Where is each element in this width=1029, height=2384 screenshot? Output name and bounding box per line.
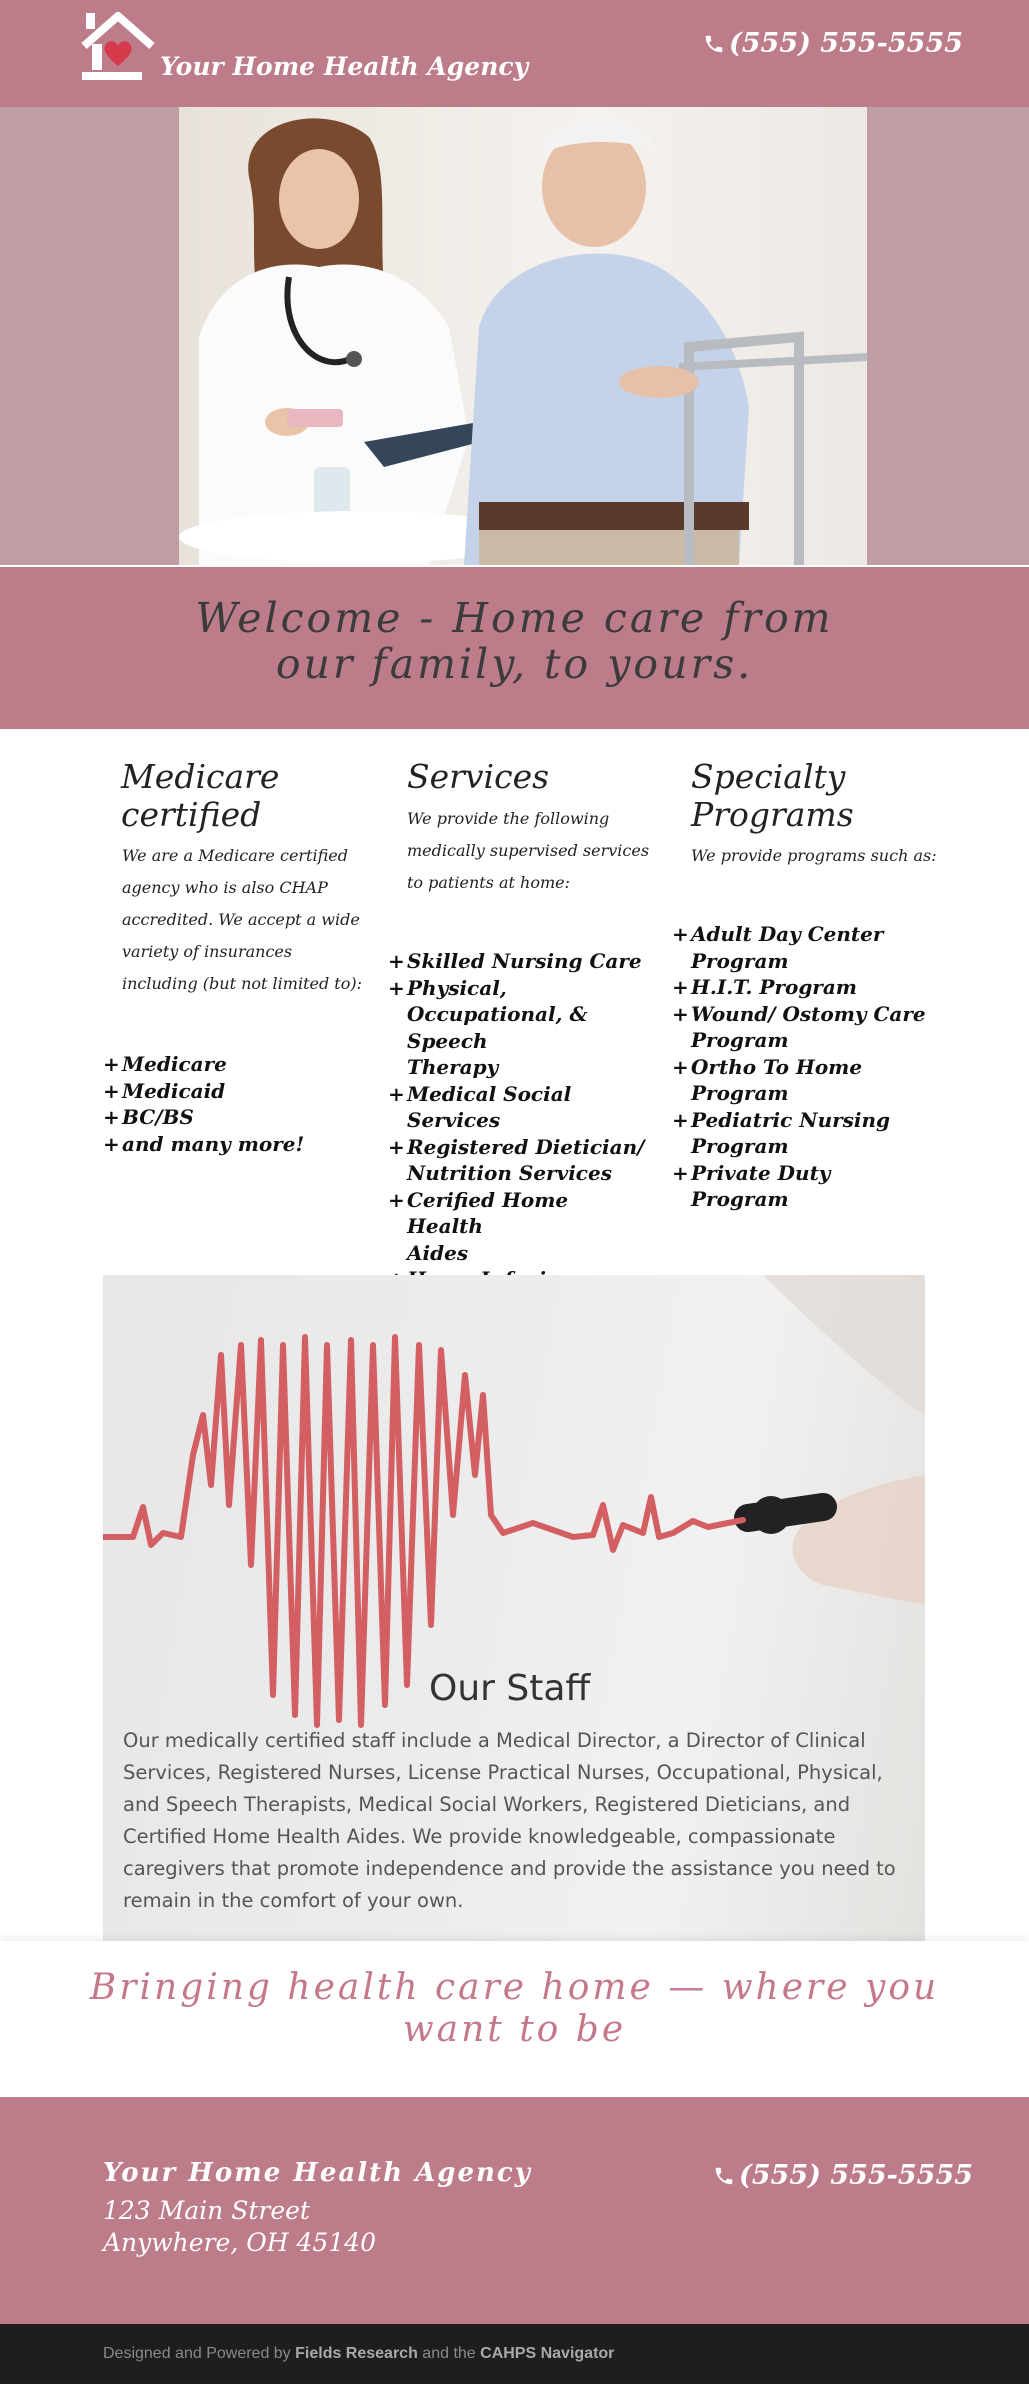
hero-image	[179, 107, 867, 565]
staff-title: Our Staff	[429, 1668, 591, 1709]
header-phone-number: (555) 555-5555	[729, 28, 964, 59]
list-item: + Medical Social Services	[388, 1081, 572, 1132]
list-item: + Private Duty Program	[672, 1160, 831, 1211]
staff-section	[103, 1275, 925, 1941]
programs-title	[691, 758, 854, 834]
list-item: + Cerified Home Health Aides	[388, 1187, 569, 1265]
credits-middle: and the	[417, 2345, 481, 2362]
house-heart-logo-icon[interactable]	[78, 12, 158, 84]
list-item: + Medicare	[103, 1052, 227, 1076]
footer-address-line-2: Anywhere, OH 45140	[103, 2228, 376, 2257]
services-intro-line: to patients at home:	[407, 873, 570, 892]
tagline-line-1: Bringing health care home — where you	[89, 1967, 940, 2008]
credits-prefix: Designed and Powered by	[103, 2345, 296, 2362]
cahps-navigator-link[interactable]: CAHPS Navigator	[480, 2345, 615, 2362]
footer-phone-number: (555) 555-5555	[739, 2160, 974, 2191]
welcome-line-1: Welcome - Home care from	[195, 594, 834, 642]
phone-icon	[713, 2163, 735, 2185]
list-item: + Adult Day Center Program	[672, 922, 884, 973]
tagline-line-2: want to be	[402, 2009, 627, 2050]
programs-list	[672, 921, 932, 1213]
list-item: + BC/BS	[103, 1105, 194, 1129]
phone-icon	[703, 31, 725, 53]
medicare-intro-line: including (but not limited to):	[122, 974, 362, 993]
list-item: + Physical, Occupational, & Speech Therapy	[388, 975, 588, 1079]
medicare-title-line: Medicare	[121, 757, 280, 796]
services-title	[407, 758, 549, 796]
footer-phone[interactable]	[713, 2160, 973, 2191]
list-item: + H.I.T. Program	[672, 975, 857, 999]
medicare-intro-line: We are a Medicare certified	[122, 846, 348, 865]
footer-agency-name: Your Home Health Agency	[103, 2158, 532, 2188]
list-item: + Registered Dietician/ Nutrition Services	[388, 1134, 645, 1185]
list-item: + Skilled Nursing Care	[388, 949, 642, 973]
medicare-intro-line: accredited. We accept a wide	[122, 910, 360, 929]
programs-title-line: Specialty	[691, 757, 846, 796]
medicare-intro	[122, 840, 362, 1000]
tagline	[0, 1967, 1029, 2051]
list-item: + Ortho To Home Program	[672, 1054, 863, 1105]
services-intro-line: We provide the following	[407, 809, 610, 828]
medicare-intro-line: agency who is also CHAP	[122, 878, 328, 897]
welcome-line-2: our family, to yours.	[275, 640, 754, 688]
services-intro	[407, 803, 649, 899]
programs-intro-line: We provide programs such as:	[691, 846, 937, 865]
header-agency-name[interactable]: Your Home Health Agency	[160, 52, 529, 81]
header-phone[interactable]	[703, 28, 963, 59]
footer-address-line-1: 123 Main Street	[103, 2196, 310, 2225]
programs-intro	[691, 840, 937, 872]
programs-title-line: Programs	[691, 795, 854, 834]
list-item: + Wound/ Ostomy Care Program	[672, 1001, 926, 1052]
staff-description: Our medically certified staff include a Medical Director, a Director of Clinical Services, Registered Nurses, License Practical Nurses, Occupational, Physical, and Speech Therapists, Medical Social Workers, Registered Dieticians, and Certified Home Health Aides. We provide knowledgeable, compassionate caregivers that promote independence and provide the assistance you need to remain in the comfort of your own.	[123, 1729, 896, 1912]
fields-research-link[interactable]: Fields Research	[295, 2345, 418, 2362]
list-item: + and many more!	[103, 1131, 305, 1156]
services-intro-line: medically supervised services	[407, 841, 650, 860]
welcome-heading	[0, 595, 1029, 687]
services-title-line: Services	[407, 757, 550, 796]
list-item: + Pediatric Nursing Program	[672, 1107, 891, 1158]
insurance-list	[103, 1051, 304, 1157]
medicare-title	[121, 758, 279, 834]
medicare-title-line: certified	[121, 795, 262, 834]
credits-text	[103, 2345, 614, 2363]
medicare-intro-line: variety of insurances	[122, 942, 293, 961]
list-item: + Medicaid	[103, 1078, 226, 1103]
